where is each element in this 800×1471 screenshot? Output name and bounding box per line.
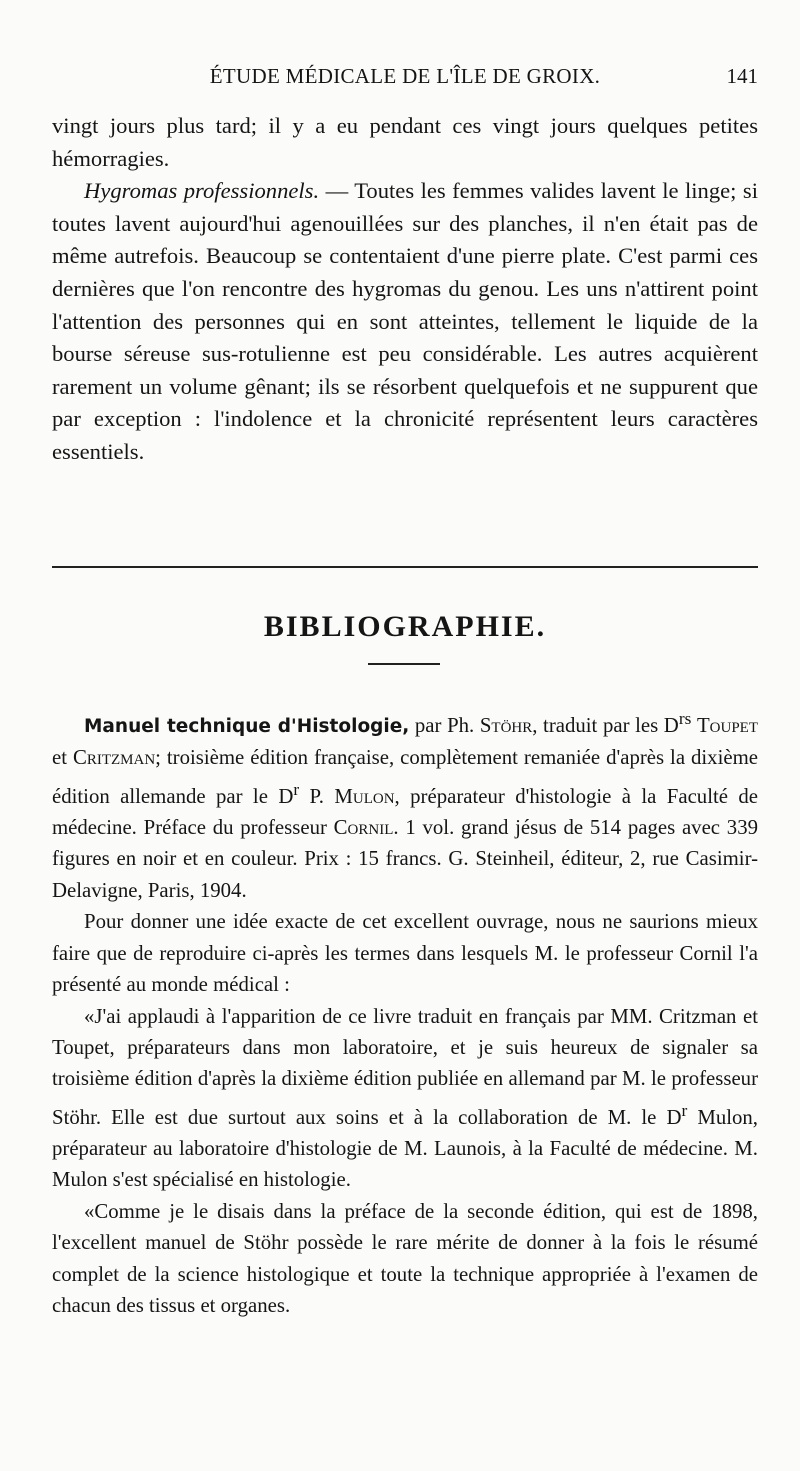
- running-title: ÉTUDE MÉDICALE DE L'ÎLE DE GROIX.: [209, 64, 601, 88]
- continuation-paragraph: vingt jours plus tard; il y a eu pendant ces vingt jours quelques petites hémorragies.: [52, 113, 758, 171]
- citation-text: ; troisième édition française, complètement remaniée d'après la dixième édition allemande par le D: [52, 746, 758, 808]
- running-head: [52, 62, 758, 96]
- quote-paragraph-2: «Comme je le disais dans la préface de la seconde édition, qui est de 1898, l'excellent manuel de Stöhr possède le rare mérite de donner à la fois le résumé complet de la science histologique et toute la technique appropriée à l'examen de chacun des tissus et organes.: [52, 1199, 758, 1318]
- hygromas-paragraph: [52, 175, 758, 468]
- bibliography-entry: [52, 703, 758, 1321]
- citation-text: , préparateur d'histologie à la Faculté de médecine. Préface du professeur: [52, 784, 759, 840]
- superscript: r: [293, 779, 300, 799]
- quote-text: «J'ai applaudi à l'apparition de ce livre traduit en français par MM. Critzman et Toupet, préparateurs dans mon laboratoire, et je suis heureux de signaler sa troisième édition d'après la dixième édition publiée en allemand par M. le professeur Stöhr. Elle est due surtout aux soins et à la collaboration de M. le D: [52, 1004, 758, 1129]
- citation-text: P.: [299, 784, 335, 808]
- reviser-name: Mulon: [334, 784, 395, 808]
- page-number: 141: [726, 64, 758, 88]
- hygromas-text: — Toutes les femmes valides lavent le linge; si toutes lavent aujourd'hui agenouillées sur des planches, il n'en était pas de même autrefois. Beaucoup se contentaient d'une pierre plate. C'est parmi ces dernières que l'on rencontre des hygromas du genou. Les uns n'attirent point l'attention des personnes qui en sont atteintes, tellement le liquide de la bourse séreuse sus-rotulienne est peu considérable. Les autres acquièrent rarement un volume gênant; ils se résorbent quelquefois et ne suppurent que par exception : l'indolence et la chronicité représentent leurs caractères essentiels.: [52, 178, 758, 464]
- intro-quote-paragraph: Pour donner une idée exacte de cet excellent ouvrage, nous ne saurions mieux faire que de reproduire ci-après les termes dans lesquels M. le professeur Cornil l'a présenté au monde médical :: [52, 910, 758, 997]
- citation-text: . 1 vol. grand jésus de 514 pages avec 339 figures en noir et en couleur. Prix : 15 francs. G. Steinheil, éditeur, 2, rue Casimir-Delavigne, Paris, 1904.: [52, 816, 758, 902]
- section-title: BIBLIOGRAPHIE.: [263, 610, 547, 643]
- intro-text: [52, 110, 758, 469]
- citation-text: par Ph.: [409, 713, 480, 737]
- superscript: r: [681, 1100, 688, 1120]
- quote-paragraph: [52, 1001, 758, 1196]
- quote-text: Mulon, préparateur au laboratoire d'histologie de M. Launois, à la Faculté de médecine. M. Mulon s'est spécialisé en histologie.: [52, 1105, 758, 1192]
- citation-text: , traduit par les D: [532, 713, 679, 737]
- section-divider: [52, 566, 758, 568]
- book-title: Manuel technique d'Histologie,: [84, 715, 410, 737]
- citation-paragraph: [52, 703, 758, 906]
- translator-name: Critzman: [72, 746, 156, 770]
- prefacer-name: Cornil: [333, 816, 394, 840]
- author-name: Stöhr: [479, 713, 533, 737]
- translator-name: Toupet: [696, 713, 758, 737]
- hygromas-heading: Hygromas professionnels.: [84, 178, 320, 204]
- title-underline: [368, 663, 440, 665]
- citation-text: et: [52, 746, 73, 770]
- superscript: rs: [678, 709, 692, 728]
